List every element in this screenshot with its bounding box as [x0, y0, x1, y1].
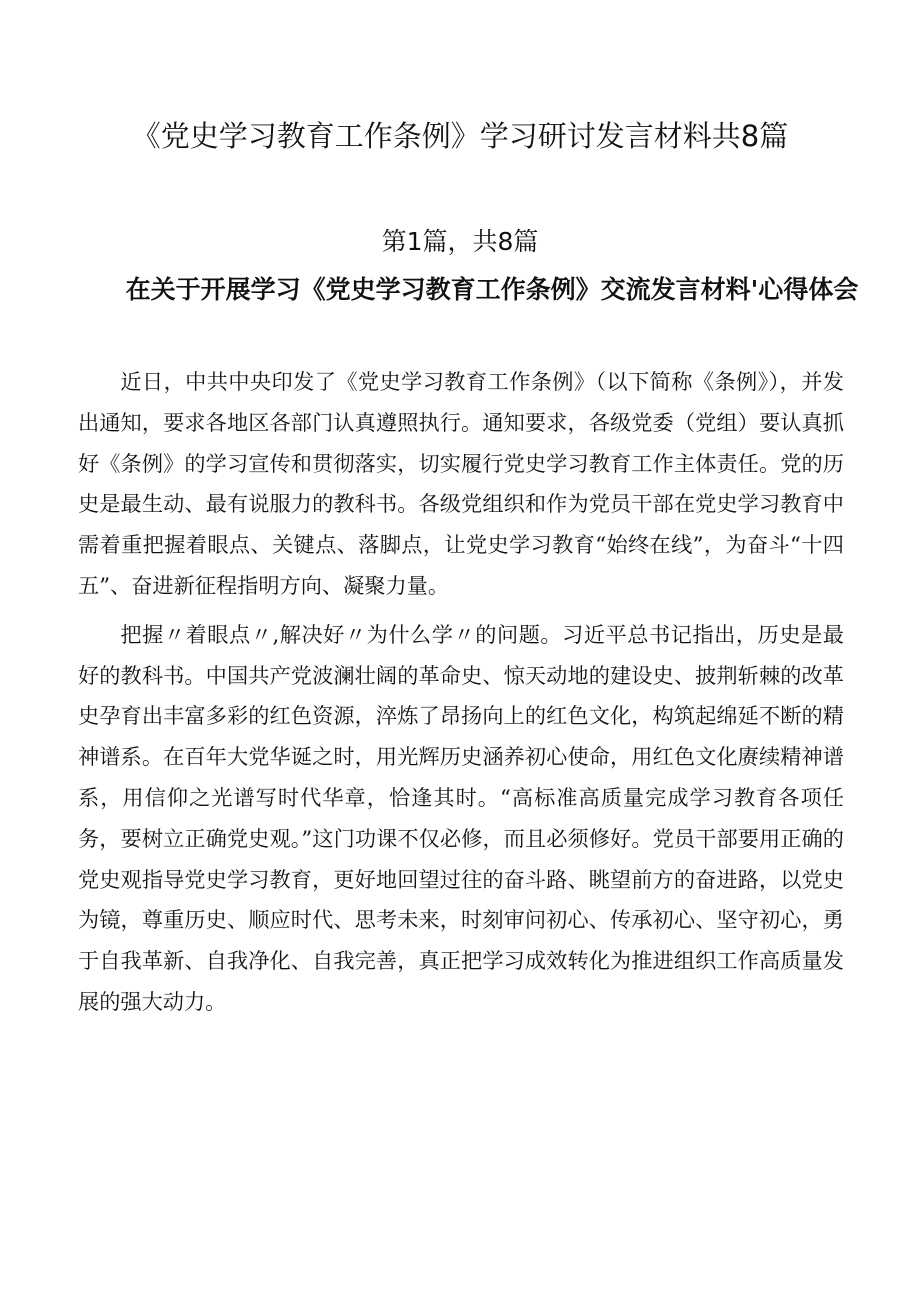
document-title: 《党史学习教育工作条例》学习研讨发言材料共8篇	[131, 119, 789, 153]
paragraph-2: 把握〃着眼点〃,解决好〃为什么学〃的问题。习近平总书记指出，历史是最好的教科书。中国共产党波澜壮阔的革命史、惊天动地的建设史、披荆斩棘的改革史孕育出丰富多彩的红色资源，淬炼了昂扬向上的红色文化，构筑起绵延不断的精神谱系。在百年大党华诞之时，用光辉历史涵养初心使命，用红色文化赓续精神谱系，用信仰之光谱写时代华章，恰逢其时。“高标准高质量完成学习教育各项任务，要树立正确党史观。”这门功课不仅必修，而且必须修好。党员干部要用正确的党史观指导党史学习教育，更好地回望过往的奋斗路、眺望前方的奋进路，以党史为镜，尊重历史、顺应时代、思考未来，时刻审问初心、传承初心、坚守初心，勇于自我革新、自我净化、自我完善，真正把学习成效转化为推进组织工作高质量发展的强大动力。	[78, 621, 844, 1014]
article-body	[78, 362, 844, 1031]
section-label: 第1篇，共8篇	[381, 227, 539, 256]
article-title: 在关于开展学习《党史学习教育工作条例》交流发言材料'心得体会	[125, 275, 859, 304]
paragraph-1: 近日，中共中央印发了《党史学习教育工作条例》（以下简称《条例》），并发出通知，要求各地区各部门认真遵照执行。通知要求，各级党委（党组）要认真抓好《条例》的学习宣传和贯彻落实，切实履行党史学习教育工作主体责任。党的历史是最生动、最有说服力的教科书。各级党组织和作为党员干部在党史学习教育中需着重把握着眼点、关键点、落脚点，让党史学习教育“始终在线”，为奋斗“十四五”、奋进新征程指明方向、凝聚力量。	[78, 369, 844, 598]
